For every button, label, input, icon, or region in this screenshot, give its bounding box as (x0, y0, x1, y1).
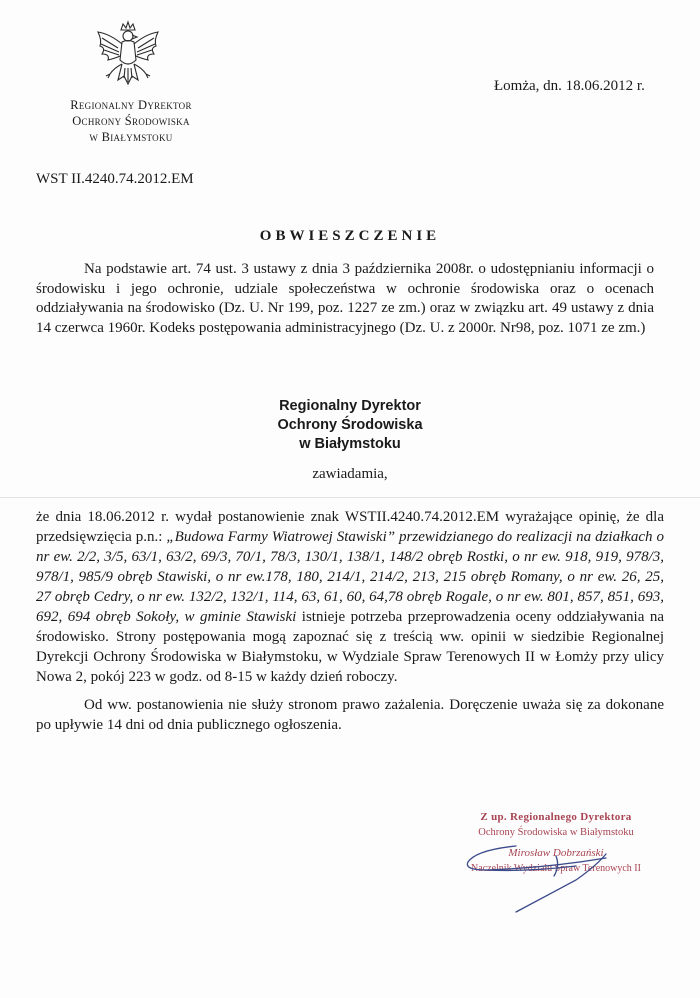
decision-paragraph (36, 507, 664, 687)
stamp-line2: Ochrony Środowiska w Białymstoku (478, 827, 634, 838)
stamp-signatory-name: Mirosław Dobrzański (508, 847, 604, 859)
appeal-paragraph: Od ww. postanowienia nie służy stronom prawo zażalenia. Doręczenie uważa się za dokonane po upływie 14 dni od dnia publicznego ogłoszenia. (36, 697, 664, 733)
notifies-word: zawiadamia, (312, 466, 388, 482)
authority-line3: w Białymstoku (299, 436, 401, 452)
page-fold-line (0, 497, 700, 498)
stamp-line1: Z up. Regionalnego Dyrektora (480, 811, 632, 823)
authority-line1: Regionalny Dyrektor (279, 398, 421, 414)
authority-name (0, 397, 700, 454)
handwritten-signature (456, 836, 656, 916)
issuer-header-line1: Regionalny Dyrektor (70, 98, 192, 112)
decision-text-end: istnieje potrzeba przeprowadzenia oceny oddziaływania na środowisko. Strony postępowania mogą zapoznać się z treścią ww. opinii w siedzibie Regionalnej Dyrekcji Ochrony Środowiska w Białymstoku, w Wydziale Spraw Terenowych II w Łomży przy ulicy Nowa 2, pokój 223 w godz. od 8-15 w każdy dzień roboczy. (36, 609, 664, 685)
place-and-date: Łomża, dn. 18.06.2012 r. (494, 78, 645, 94)
authority-line2: Ochrony Środowiska (277, 417, 423, 433)
issuer-header-line2: Ochrony Środowiska (72, 114, 190, 128)
issuer-header (36, 97, 226, 145)
project-description: „Budowa Farmy Wiatrowej Stawiski” przewidzianego do realizacji na działkach o nr ew. 2/2, 3/5, 63/1, 63/2, 69/3, 70/1, 78/3, 130/1, 138/1, 148/2 obręb Rostki, o nr ew. 918, 919, 978/3, 978/1, 985/9 obręb Stawiski, o nr ew.178, 180, 214/1, 214/2, 213, 215 obręb Romany, o nr ew. 26, 25, 27 obręb Cedry, o nr ew. 132/2, 132/1, 114, 63, 61, 60, 64,78 obręb Rogale, o nr ew. 801, 857, 851, 693, 692, 694 obręb Sokoły, w gminie Stawiski (36, 529, 664, 625)
document-title: OBWIESZCZENIE (259, 228, 441, 244)
issuer-header-line3: w Białymstoku (89, 130, 173, 144)
decision-text-start: że dnia 18.06.2012 r. wydał postanowienie znak WSTII.4240.74.2012.EM wyrażające opinię, że dla przedsięwzięcia p.n.: (36, 509, 664, 545)
stamp-signatory-title: Naczelnik Wydziału Spraw Terenowych II (471, 863, 641, 874)
reference-number: WST II.4240.74.2012.EM (36, 171, 194, 187)
polish-eagle-emblem-icon (92, 20, 164, 98)
legal-basis-paragraph: Na podstawie art. 74 ust. 3 ustawy z dnia 3 października 2008r. o udostępnianiu informacji o środowisku i jego ochronie, udziale społeczeństwa w ochronie środowiska oraz o ocenach oddziaływania na środowisko (Dz. U. Nr 199, poz. 1227 ze zm.) oraz w związku art. 49 ustawy z dnia 14 czerwca 1960r. Kodeks postępowania administracyjnego (Dz. U. z 2000r. Nr98, poz. 1071 ze zm.) (36, 261, 654, 336)
